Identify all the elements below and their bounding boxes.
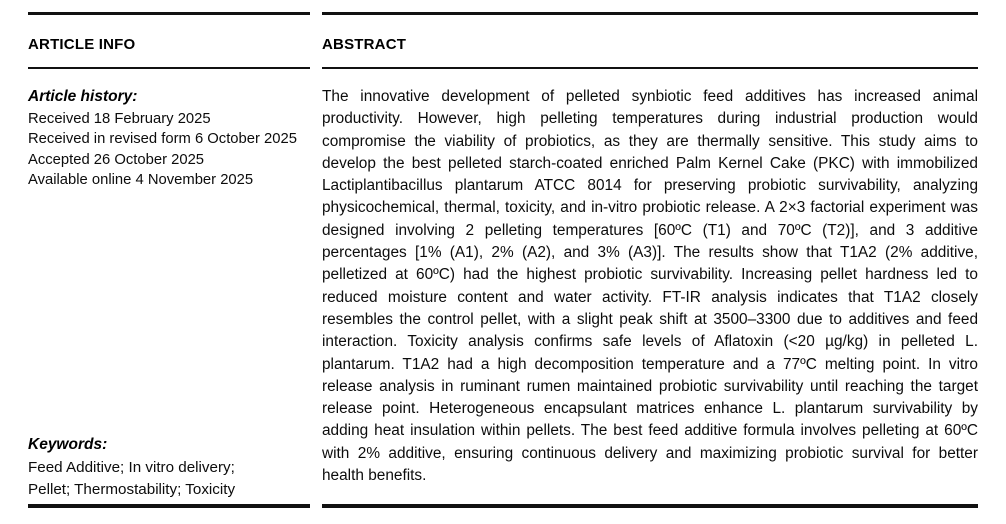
bottom-rule-right (322, 504, 978, 508)
article-history-label: Article history: (28, 88, 138, 105)
abstract-text: The innovative development of pelleted synbiotic feed additives has increased animal productivity. However, high pelleting temperatures during industrial production would compromise the viability of probiotics, as they are thermally sensitive. This study aims to develop the best pelleted starch-coated enriched Palm Kernel Cake (PKC) with immobilized Lactiplantibacillus plantarum ATCC 8014 for preserving probiotic survivability, analyzing physicochemical, thermal, toxicity, and in-vitro probiotic release. A 2×3 factorial experiment was designed involving 2 pelleting temperatures [60ºC (T1) and 70ºC (T2)], and 3 additive percentages [1% (A1), 2% (A2), and 3% (A3)]. The results show that T1A2 (2% additive, pelletized at 60ºC) had the highest probiotic survivability. Increasing pellet hardness led to reduced moisture content and water activity. FT-IR analysis indicates that T1A2 closely resembles the control pellet, with a slight peak shift at 3500–3300 due to additives and feed interaction. Toxicity analysis confirms safe levels of Aflatoxin (<20 µg/kg) in pelleted L. plantarum. T1A2 had a high decomposition temperature and a 77ºC melting point. In vitro release analysis in ruminant rumen maintained probiotic survivability until reaching the target release point. Heterogeneous encapsulant matrices enhance L. plantarum survivability by adding heat insulation within pellets. The best feed additive formula involves pelleting at 60ºC with 2% additive, ensuring continuous delivery and maximizing probiotic survival for better health benefits. (322, 88, 978, 485)
keywords-line-1: Feed Additive; In vitro delivery; (28, 459, 235, 476)
history-line-revised: Received in revised form 6 October 2025 (28, 131, 297, 148)
abstract-header-cell (322, 15, 978, 67)
abstract-column (322, 69, 978, 504)
history-line-available: Available online 4 November 2025 (28, 172, 254, 189)
history-line-accepted: Accepted 26 October 2025 (28, 151, 205, 168)
article-info-abstract-table (28, 12, 978, 508)
history-line-received: Received 18 February 2025 (28, 111, 211, 127)
abstract-header: ABSTRACT (322, 36, 407, 53)
bottom-rule-left (28, 504, 310, 508)
article-history-block (28, 88, 310, 191)
article-info-header: ARTICLE INFO (28, 36, 136, 53)
keywords-line-2: Pellet; Thermostability; Toxicity (28, 480, 236, 498)
keywords-block (28, 436, 310, 500)
keywords-label: Keywords: (28, 436, 108, 453)
article-info-column (28, 69, 310, 504)
article-info-header-cell (28, 15, 310, 67)
